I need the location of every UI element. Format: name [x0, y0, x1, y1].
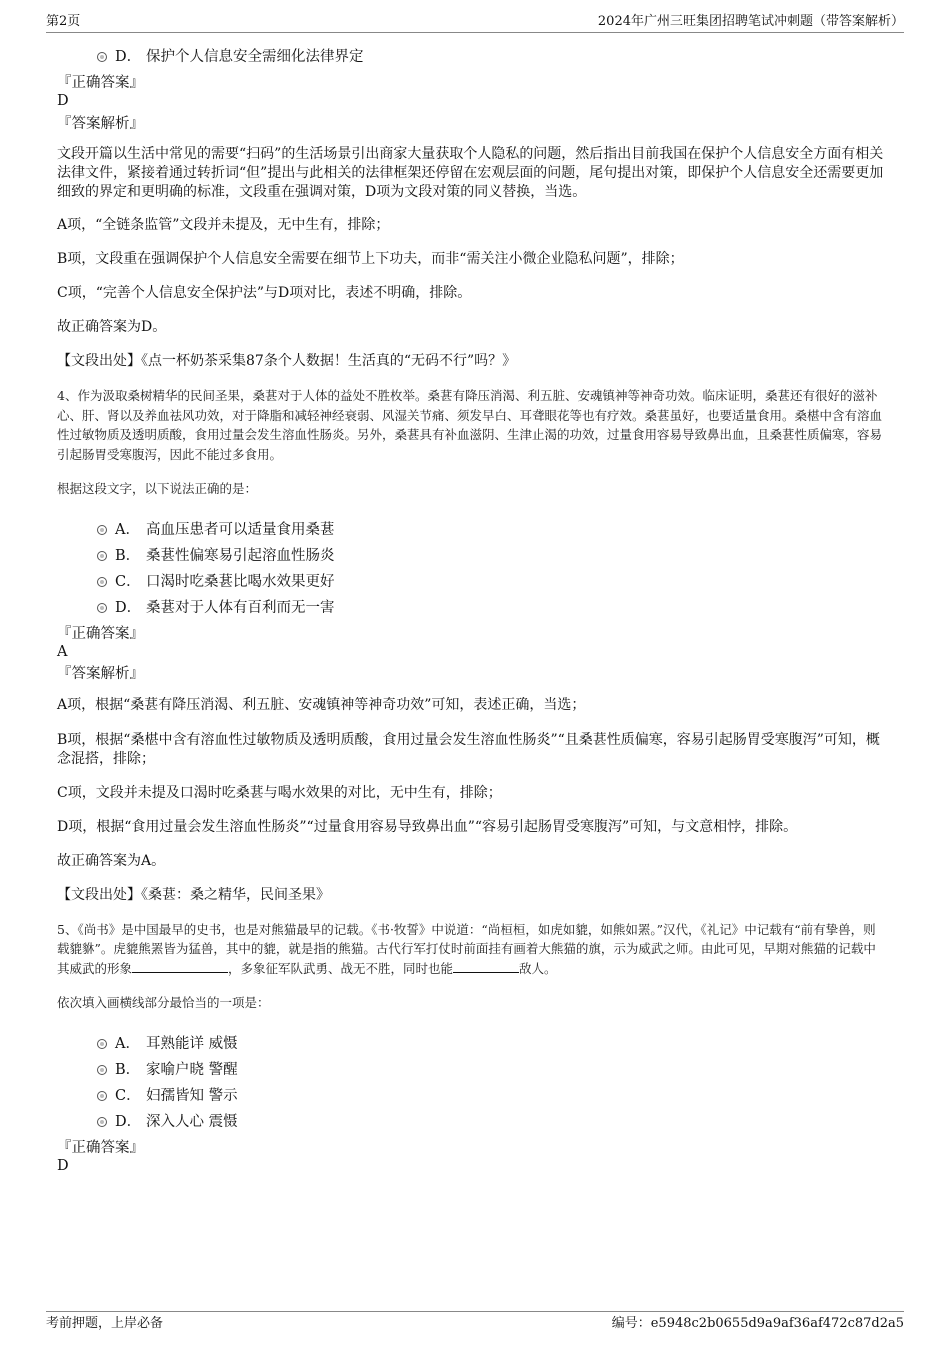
q3-conclusion: 故正确答案为D。 [57, 319, 167, 335]
radio-icon[interactable] [97, 52, 107, 62]
q4-option-b[interactable]: B． 桑葚性偏寒易引起溶血性肠炎 [97, 543, 887, 569]
q5-option-c[interactable]: C． 妇孺皆知 警示 [97, 1083, 887, 1109]
q3-analysis-b: B项，文段重在强调保护个人信息安全需要在细节上下功夫，而非“需关注小微企业隐私问题”，排除； [57, 251, 684, 267]
document-code: 编号：e5948c2b0655d9a9af36af472c87d2a5 [611, 1316, 904, 1331]
q5-option-d[interactable]: D． 深入人心 震慑 [97, 1109, 887, 1135]
fill-blank-1[interactable] [132, 959, 228, 973]
page-header [46, 14, 904, 33]
radio-icon[interactable] [97, 1117, 107, 1127]
radio-icon[interactable] [97, 525, 107, 535]
q4-analysis-a: A项，根据“桑葚有降压消渴、利五脏、安魂镇神等神奇功效”可知，表述正确，当选； [57, 696, 586, 713]
q5-answer: D [57, 1157, 69, 1174]
page-content [57, 44, 887, 1175]
q4-answer-label: 『正确答案』 [57, 625, 144, 642]
q3-option-d[interactable]: D． 保护个人信息安全需细化法律界定 [97, 44, 887, 70]
q5-option-b[interactable]: B． 家喻户晓 警醒 [97, 1057, 887, 1083]
q4-analysis-label: 『答案解析』 [57, 665, 144, 682]
q4-options [57, 517, 887, 621]
q3-source: 【文段出处】《点一杯奶茶采集87条个人数据！生活真的“无码不行”吗？》 [57, 353, 517, 369]
q5-answer-label: 『正确答案』 [57, 1139, 144, 1156]
q4-stem: 4、作为汲取桑树精华的民间圣果，桑葚对于人体的益处不胜枚举。桑葚有降压消渴、利五脏、安魂镇神等神奇功效。临床证明，桑葚还有很好的滋补心、肝、肾以及养血祛风功效，对于降脂和减轻神经衰弱、风湿关节痛、须发早白、耳聋眼花等也有疗效。桑葚虽好，也要适量食用。桑椹中含有溶血性过敏物质及透明质酸，食用过量会发生溶血性肠炎。另外，桑葚具有补血滋阴、生津止渴的功效，过量食用容易导致鼻出血，且桑葚性质偏寒，容易引起肠胃受寒腹泻，因此不能过多食用。 [57, 388, 883, 462]
radio-icon[interactable] [97, 1091, 107, 1101]
radio-icon[interactable] [97, 603, 107, 613]
q4-option-a[interactable]: A． 高血压患者可以适量食用桑葚 [97, 517, 887, 543]
q4-option-d[interactable]: D． 桑葚对于人体有百利而无一害 [97, 595, 887, 621]
radio-icon[interactable] [97, 1039, 107, 1049]
q4-analysis-d: D项，根据“食用过量会发生溶血性肠炎”“过量食用容易导致鼻出血”“容易引起肠胃受寒腹泻”可知，与文意相悖，排除。 [57, 818, 798, 835]
page-footer [46, 1311, 904, 1336]
q3-answer: D [57, 93, 69, 109]
q5-options [57, 1031, 887, 1135]
q4-analysis-b: B项，根据“桑椹中含有溶血性过敏物质及透明质酸，食用过量会发生溶血性肠炎”“且桑葚性质偏寒，容易引起肠胃受寒腹泻”可知，概念混搭，排除； [57, 731, 880, 767]
q3-analysis-main: 文段开篇以生活中常见的需要“扫码”的生活场景引出商家大量获取个人隐私的问题，然后指出目前我国在保护个人信息安全方面有相关法律文件，紧接着通过转折词“但”提出与此相关的法律框架还停留在宏观层面的问题，尾句提出对策，即保护个人信息安全还需要更加细致的界定和更明确的标准，文段重在强调对策，D项为文段对策的同义替换，当选。 [57, 146, 884, 200]
q3-analysis-c: C项，“完善个人信息安全保护法”与D项对比，表述不明确，排除。 [57, 285, 472, 301]
q5-stem: 5、《尚书》是中国最早的史书，也是对熊猫最早的记载。《书·牧誓》中说道：“尚桓桓，如虎如貔，如熊如罴。”汉代，《礼记》中记载有“前有挚兽，则载貔貅”。虎貔熊罴皆为猛兽，其中的貔，就是指的熊猫。古代行军打仗时前面挂有画着大熊猫的旗，示为威武之师。由此可见，早期对熊猫的记载中其威武的形象 ，多象征军队武勇、战无不胜，同时也能 敌人。 [57, 921, 876, 976]
footer-note: 考前押题，上岸必备 [46, 1316, 164, 1331]
radio-icon[interactable] [97, 1065, 107, 1075]
page-number: 第2页 [46, 14, 81, 29]
q4-option-c[interactable]: C． 口渴时吃桑葚比喝水效果更好 [97, 569, 887, 595]
fill-blank-2[interactable] [453, 959, 519, 973]
radio-icon[interactable] [97, 577, 107, 587]
q4-answer: A [57, 643, 68, 660]
q5-prompt: 依次填入画横线部分最恰当的一项是： [57, 995, 270, 1010]
q4-prompt: 根据这段文字，以下说法正确的是： [57, 481, 258, 496]
q4-conclusion: 故正确答案为A。 [57, 852, 166, 869]
q3-answer-label: 『正确答案』 [57, 75, 144, 91]
q3-analysis-label: 『答案解析』 [57, 116, 144, 132]
document-title: 2024年广州三旺集团招聘笔试冲刺题（带答案解析） [597, 14, 904, 29]
q4-source: 【文段出处】《桑葚：桑之精华，民间圣果》 [57, 886, 330, 903]
q4-analysis-c: C项，文段并未提及口渴时吃桑葚与喝水效果的对比，无中生有，排除； [57, 784, 502, 801]
radio-icon[interactable] [97, 551, 107, 561]
q3-analysis-a: A项，“全链条监管”文段并未提及，无中生有，排除； [57, 217, 390, 233]
q5-option-a[interactable]: A． 耳熟能详 威慑 [97, 1031, 887, 1057]
